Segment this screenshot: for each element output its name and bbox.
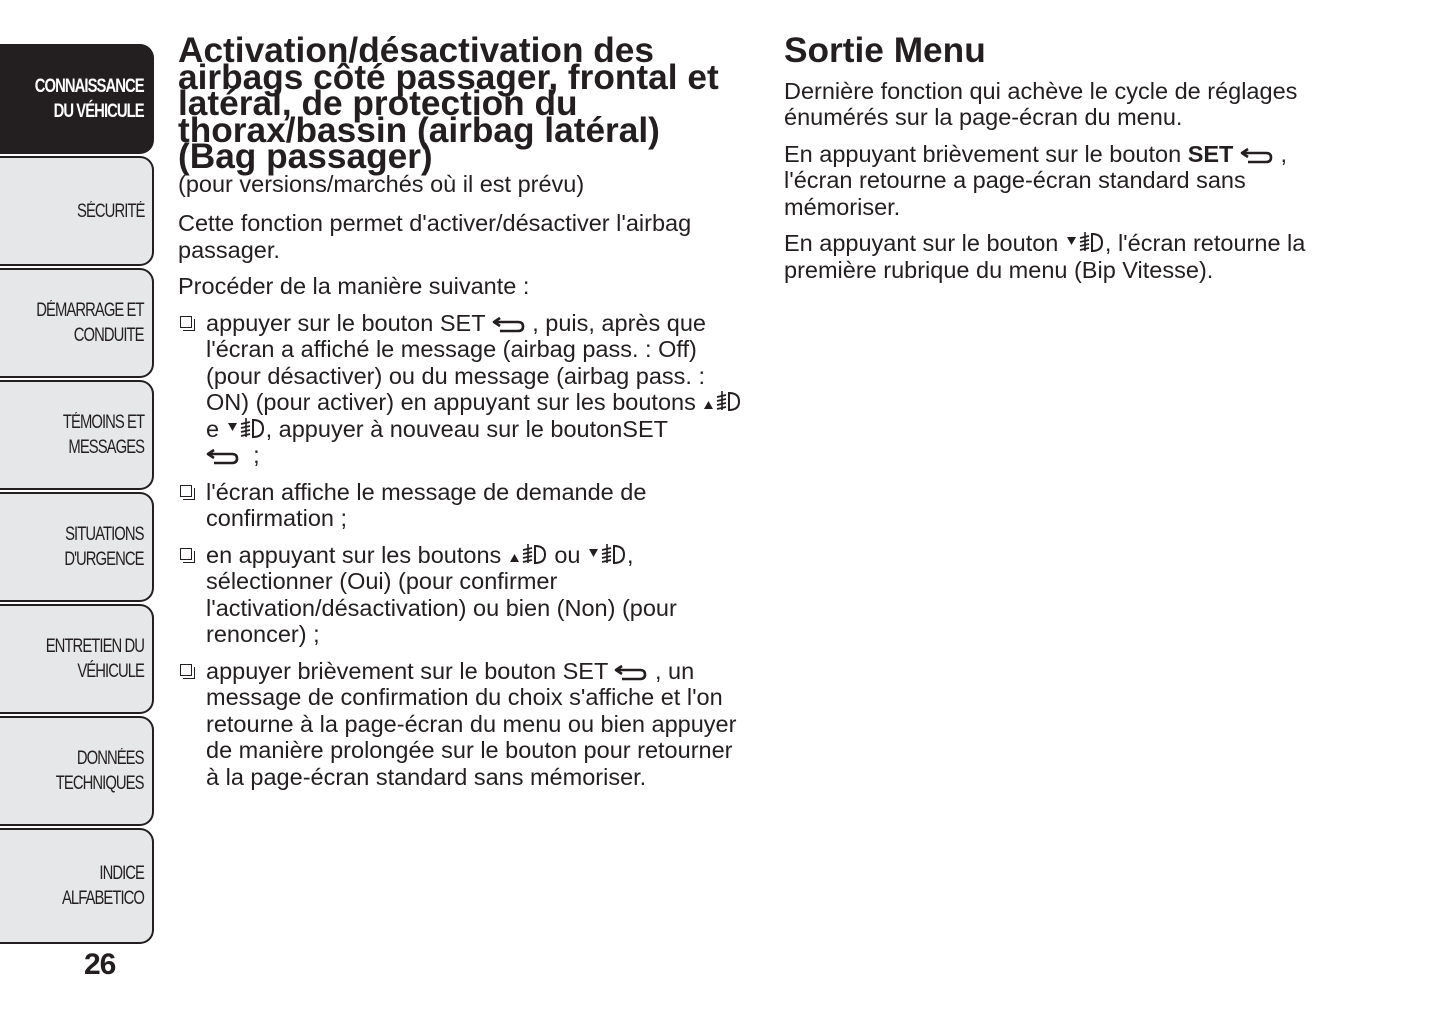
list-item-text: ou (554, 541, 581, 568)
paragraph: Dernière fonction qui achève le cycle de réglages énumérés sur la page-écran du menu. (784, 77, 1298, 130)
checkbox-bullet-icon (180, 485, 192, 497)
list-item-text: appuyer sur le bouton SET (206, 309, 486, 336)
list-item-text: , puis, après que l'écran a affiché le message (airbag pass. : Off) (pour désactiver) ou du message (airbag pass. : ON) (pour activer) en appuyant sur les boutons (206, 309, 706, 415)
tab-demarrage-et-conduite[interactable] (0, 268, 154, 378)
list-item-text: , appuyer à nouveau sur le boutonSET (265, 415, 668, 442)
set-return-arrow-icon (206, 446, 240, 466)
list-item-text: en appuyant sur les boutons (206, 541, 502, 568)
list-item-text: , un message de confirmation du choix s'affiche et l'on retourne à la page-écran du menu ou bien appuyer de manière prolongée sur le bouton pour retourner à la page-écran standard sans mémoriser. (206, 657, 737, 790)
tab-situations-urgence[interactable] (0, 492, 154, 602)
paragraph-text: , l'écran retourne la première rubrique du menu (Bip Vitesse). (784, 230, 1306, 283)
checkbox-bullet-icon (180, 548, 192, 560)
page-number: 26 (84, 948, 116, 981)
tab-label: INDICE ALFABETICO (61, 863, 144, 909)
list-item-text: , sélectionner (Oui) (pour confirmer l'activation/désactivation) ou bien (Non) (pour renoncer) ; (206, 541, 677, 647)
intro-paragraph: Cette fonction permet d'activer/désactiver l'airbag passager. (178, 210, 692, 263)
paragraph-text: En appuyant sur le bouton (784, 230, 1059, 256)
set-label: SET (1187, 140, 1234, 167)
set-return-arrow-icon (614, 662, 648, 682)
right-column (784, 31, 1344, 293)
list-item (178, 310, 748, 469)
section-heading: Activation/désactivation des airbags côté passager, frontal et latéral, de protection du thorax/bassin (airbag latéral) (Bag passager) (178, 31, 719, 176)
set-return-arrow-icon (492, 314, 526, 334)
tab-donnees-techniques[interactable] (0, 716, 154, 826)
tab-indice-alfabetico[interactable] (0, 828, 154, 944)
up-headlight-icon (702, 389, 742, 413)
tab-label: SÉCURITÉ (76, 200, 144, 222)
section-heading: Sortie Menu (784, 31, 986, 70)
checkbox-bullet-icon (180, 664, 192, 676)
tab-securite[interactable] (0, 156, 154, 266)
tab-connaissance-du-vehicule[interactable] (0, 44, 154, 154)
heading-note: (pour versions/marchés où il est prévu) (178, 170, 585, 197)
set-return-arrow-icon (1240, 145, 1274, 165)
down-headlight-icon (226, 416, 266, 440)
paragraph (784, 230, 1344, 283)
paragraph (784, 141, 1344, 221)
list-item (178, 479, 748, 532)
list-item-text: e (206, 415, 220, 442)
tab-label: DÉMARRAGE ET CONDUITE (36, 300, 144, 346)
list-item-text: l'écran affiche le message de demande de confirmation ; (206, 478, 647, 531)
checkbox-bullet-icon (180, 316, 192, 328)
up-headlight-icon (508, 542, 548, 566)
left-column (178, 31, 748, 800)
tab-label: ENTRETIEN DU VÉHICULE (45, 636, 144, 682)
tab-label: SITUATIONS D'URGENCE (64, 524, 144, 570)
tab-label: TÉMOINS ET MESSAGES (62, 412, 144, 458)
tab-label: DONNÉES TECHNIQUES (56, 748, 144, 794)
list-item (178, 658, 748, 791)
procedure-paragraph: Procéder de la manière suivante : (178, 273, 530, 299)
tab-entretien-du-vehicule[interactable] (0, 604, 154, 714)
tab-temoins-et-messages[interactable] (0, 380, 154, 490)
down-headlight-icon (587, 542, 627, 566)
list-item (178, 542, 748, 648)
procedure-list (178, 310, 748, 791)
list-item-text: appuyer brièvement sur le bouton SET (206, 657, 608, 684)
paragraph-text: , l'écran retourne a page-écran standard sans mémoriser. (784, 140, 1287, 220)
down-headlight-icon (1065, 230, 1105, 254)
list-item-text: ; (253, 442, 260, 468)
paragraph-text: En appuyant brièvement sur le bouton (784, 140, 1182, 167)
tab-label: CONNAISSANCE DU VÉHICULE (35, 76, 144, 122)
